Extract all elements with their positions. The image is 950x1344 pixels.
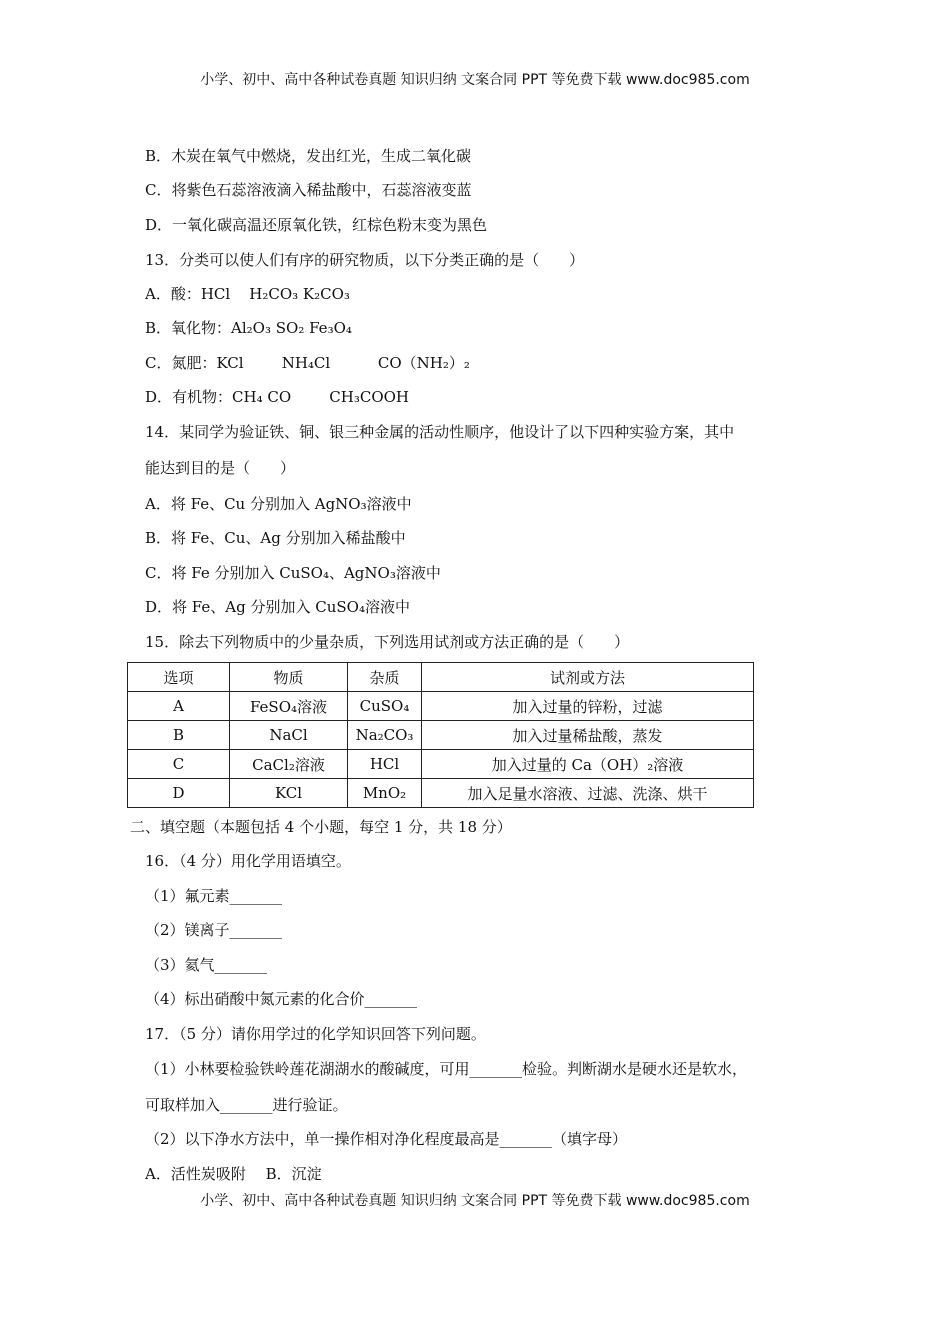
table-cell: NaCl bbox=[230, 721, 348, 750]
text-line: B．氧化物：Al₂O₃ SO₂ Fe₃O₄ bbox=[145, 319, 352, 337]
table-cell: 加入过量的锌粉，过滤 bbox=[422, 692, 754, 721]
text-line: C．将紫色石蕊溶液滴入稀盐酸中，石蕊溶液变蓝 bbox=[145, 181, 472, 199]
question-15-table bbox=[127, 662, 754, 808]
text-line: 二、填空题（本题包括 4 个小题，每空 1 分，共 18 分） bbox=[130, 818, 512, 836]
table-header: 选项 bbox=[128, 663, 230, 692]
text-line: （2）镁离子_______ bbox=[145, 921, 283, 939]
table-header-row bbox=[128, 663, 754, 692]
text-line: B．将 Fe、Cu、Ag 分别加入稀盐酸中 bbox=[145, 529, 406, 547]
text-line: 13．分类可以使人们有序的研究物质，以下分类正确的是（ ） bbox=[145, 251, 585, 269]
page-footer: 小学、初中、高中各种试卷真题 知识归纳 文案合同 PPT 等免费下载 www.doc985.com bbox=[200, 1193, 750, 1209]
text-line: A．酸：HCl H₂CO₃ K₂CO₃ bbox=[145, 285, 350, 303]
table-cell: 加入过量的 Ca（OH）₂溶液 bbox=[422, 750, 754, 779]
table-row bbox=[128, 692, 754, 721]
text-line: C．氮肥：KCl NH₄Cl CO（NH₂）₂ bbox=[145, 354, 470, 372]
table-cell: HCl bbox=[348, 750, 422, 779]
text-line: B．木炭在氧气中燃烧，发出红光，生成二氧化碳 bbox=[145, 147, 472, 165]
text-line: D．有机物：CH₄ CO CH₃COOH bbox=[145, 388, 410, 406]
table-cell: C bbox=[128, 750, 230, 779]
table-header: 试剂或方法 bbox=[422, 663, 754, 692]
text-line: 16．（4 分）用化学用语填空。 bbox=[145, 852, 351, 870]
text-line: 17．（5 分）请你用学过的化学知识回答下列问题。 bbox=[145, 1025, 486, 1043]
text-line: 14．某同学为验证铁、铜、银三种金属的活动性顺序，他设计了以下四种实验方案，其中 bbox=[145, 423, 735, 441]
table-cell: B bbox=[128, 721, 230, 750]
table-cell: CuSO₄ bbox=[348, 692, 422, 721]
table-header: 物质 bbox=[230, 663, 348, 692]
table-row bbox=[128, 779, 754, 808]
text-line: 可取样加入_______进行验证。 bbox=[145, 1096, 348, 1114]
text-line: （2）以下净水方法中，单一操作相对净化程度最高是_______（填字母） bbox=[145, 1130, 628, 1148]
table-row bbox=[128, 750, 754, 779]
table-cell: Na₂CO₃ bbox=[348, 721, 422, 750]
text-line: 能达到目的是（ ） bbox=[145, 459, 296, 477]
table-cell: KCl bbox=[230, 779, 348, 808]
table-row bbox=[128, 721, 754, 750]
table-cell: 加入足量水溶液、过滤、洗涤、烘干 bbox=[422, 779, 754, 808]
text-line: （4）标出硝酸中氮元素的化合价_______ bbox=[145, 990, 418, 1008]
table-cell: FeSO₄溶液 bbox=[230, 692, 348, 721]
text-line: D．一氧化碳高温还原氧化铁，红棕色粉末变为黑色 bbox=[145, 216, 488, 234]
text-line: A．将 Fe、Cu 分别加入 AgNO₃溶液中 bbox=[145, 495, 412, 513]
table-cell: MnO₂ bbox=[348, 779, 422, 808]
text-line: （1）氟元素_______ bbox=[145, 887, 283, 905]
text-line: C．将 Fe 分别加入 CuSO₄、AgNO₃溶液中 bbox=[145, 564, 441, 582]
table-cell: A bbox=[128, 692, 230, 721]
text-line: （3）氦气_______ bbox=[145, 956, 268, 974]
text-line: A．活性炭吸附 B．沉淀 bbox=[145, 1165, 322, 1183]
text-line: 15．除去下列物质中的少量杂质，下列选用试剂或方法正确的是（ ） bbox=[145, 633, 630, 651]
table-cell: CaCl₂溶液 bbox=[230, 750, 348, 779]
text-line: （1）小林要检验铁岭莲花湖湖水的酸碱度，可用_______检验。判断湖水是硬水还是软水， bbox=[145, 1060, 748, 1078]
table-cell: 加入过量稀盐酸，蒸发 bbox=[422, 721, 754, 750]
text-line: D．将 Fe、Ag 分别加入 CuSO₄溶液中 bbox=[145, 598, 410, 616]
page-header: 小学、初中、高中各种试卷真题 知识归纳 文案合同 PPT 等免费下载 www.doc985.com bbox=[200, 72, 750, 88]
table-cell: D bbox=[128, 779, 230, 808]
table-header: 杂质 bbox=[348, 663, 422, 692]
